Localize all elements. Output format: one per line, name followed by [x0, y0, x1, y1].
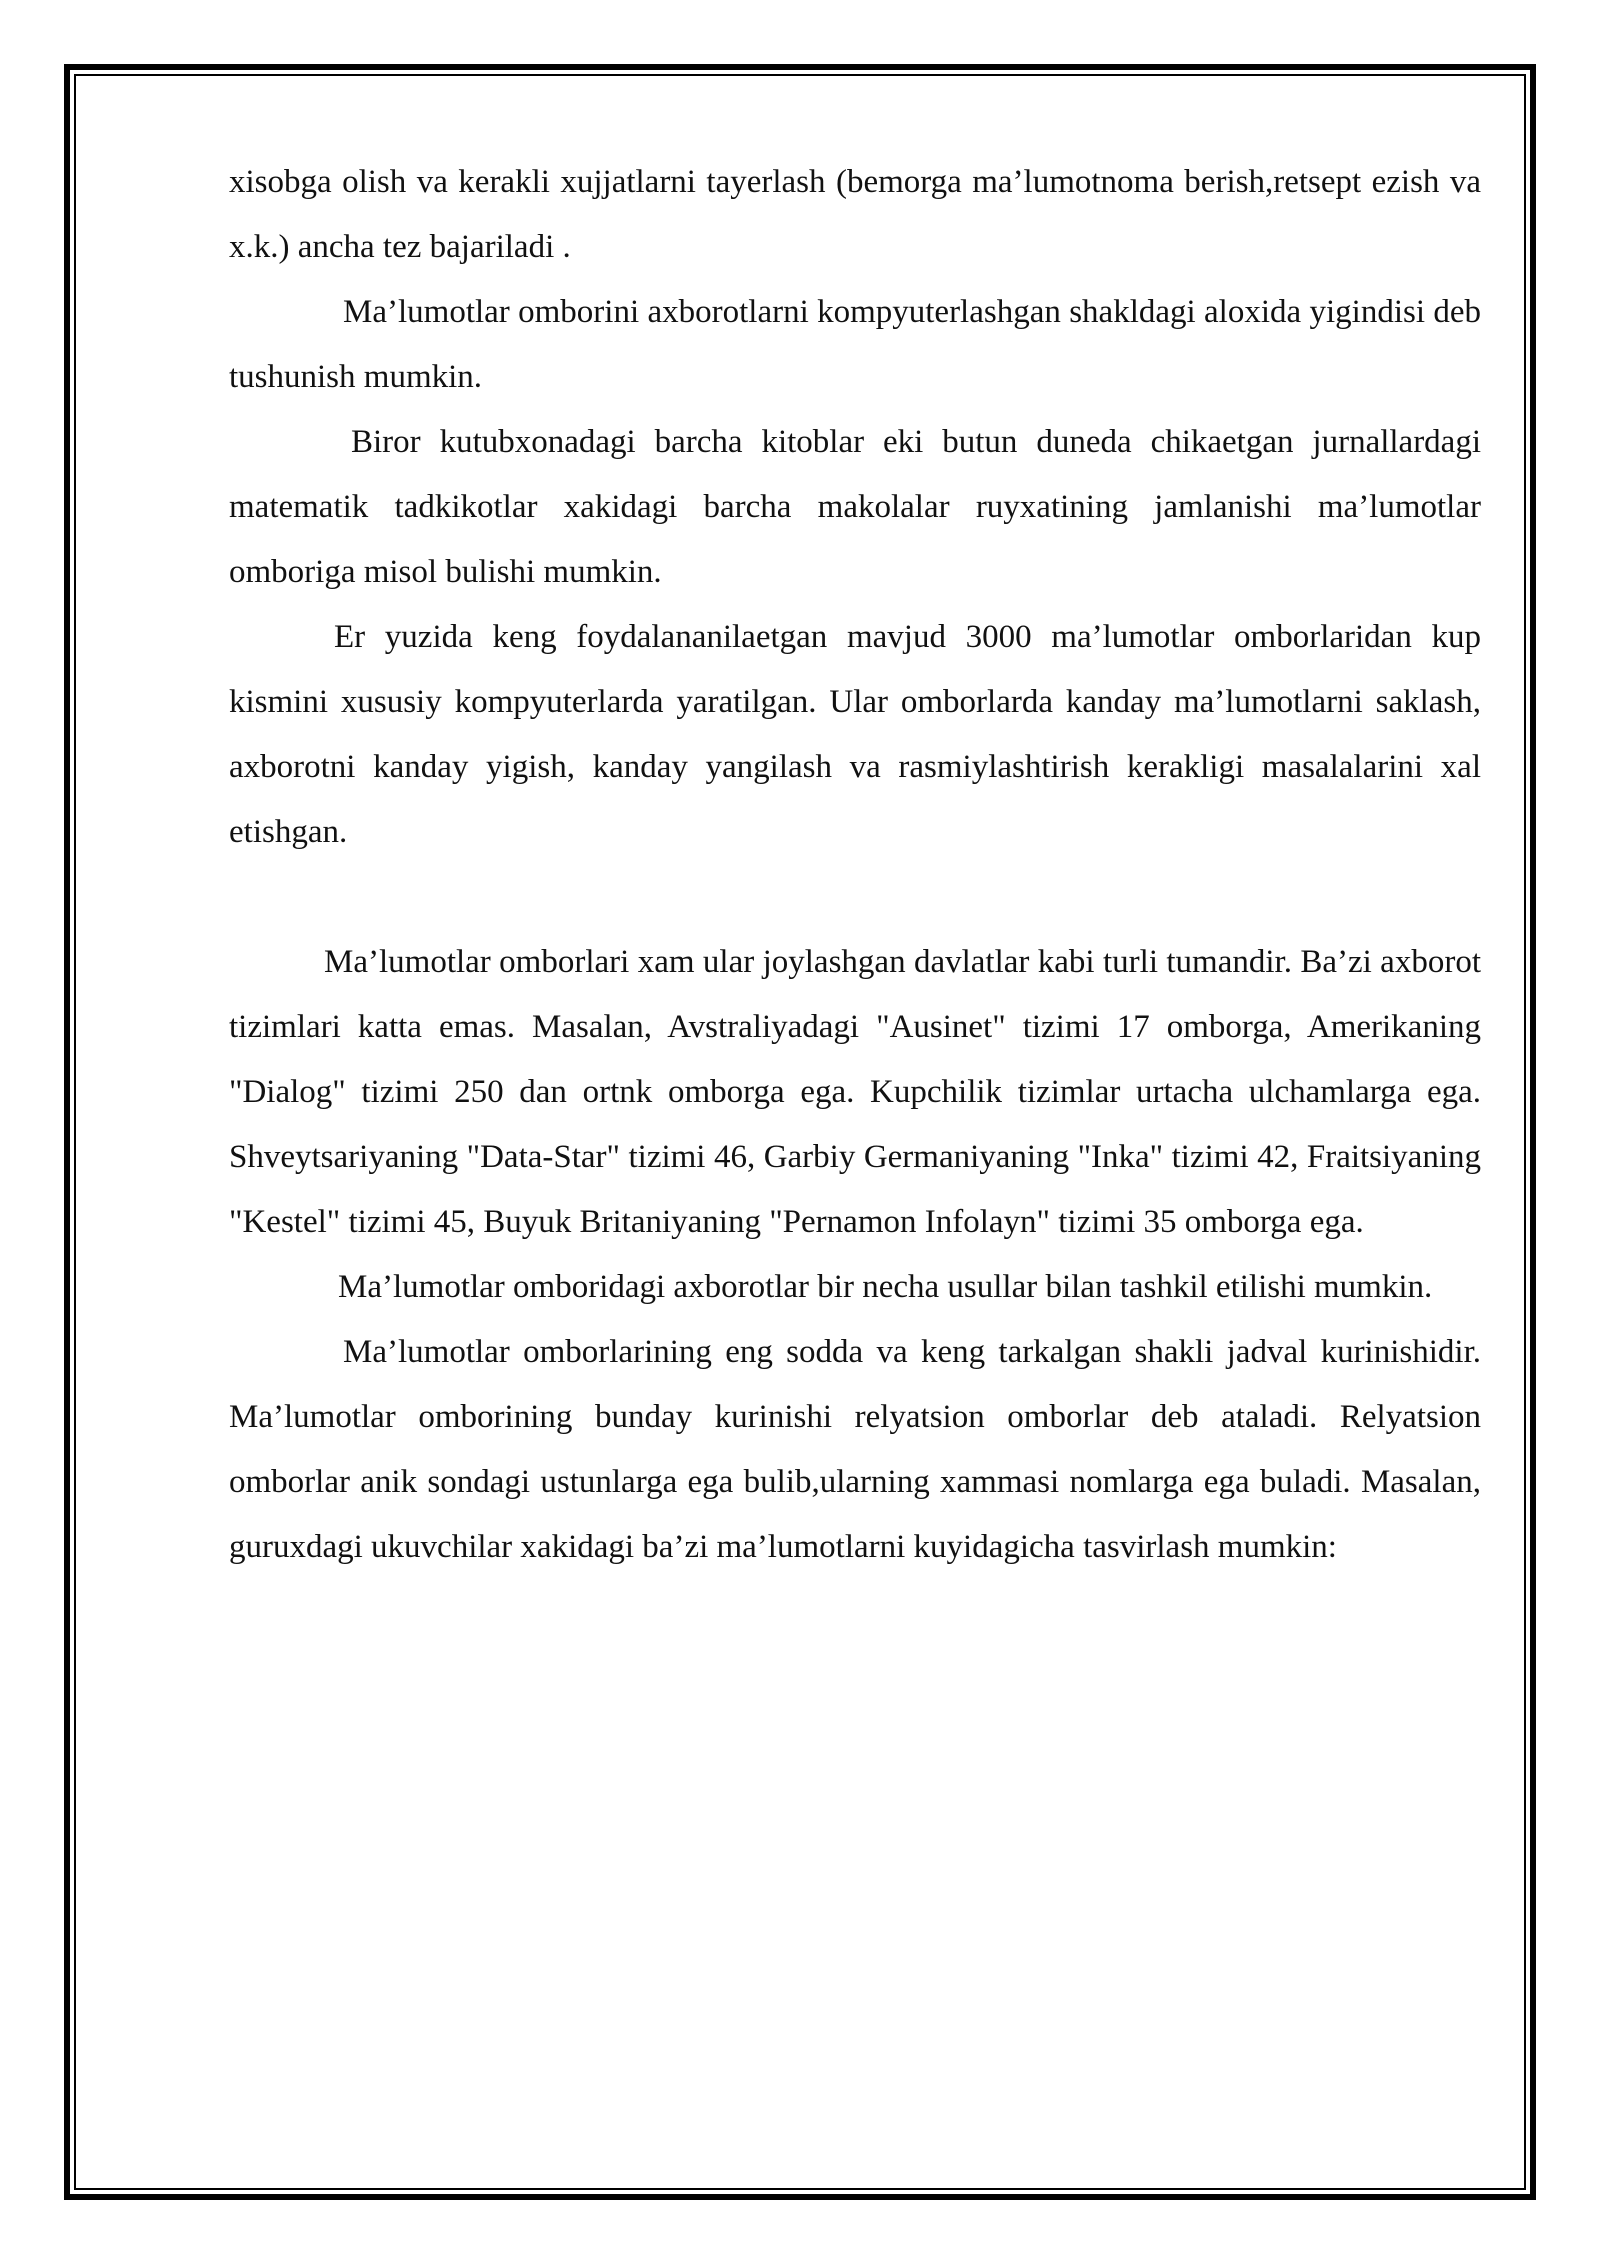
document-body	[229, 150, 1481, 1580]
paragraph: Er yuzida keng foydalananilaetgan mavjud 3000 ma’lumotlar omborlaridan kup kismini xususiy kompyuterlarda yaratilgan. Ular omborlarda kanday ma’lumotlarni saklash, axborotni kanday yigish, kanday yangilash va rasmiylashtirish kerakligi masalalarini xal etishgan.	[229, 619, 1481, 850]
paragraph: Ma’lumotlar omborlari xam ular joylashgan davlatlar kabi turli tumandir. Ba’zi axborot tizimlari katta emas. Masalan, Avstraliyadagi "Ausinet" tizimi 17 omborga, Amerikaning "Dialog" tizimi 250 dan ortnk omborga ega. Kupchilik tizimlar urtacha ulchamlarga ega. Shveytsariyaning "Data-Star" tizimi 46, Garbiy Germaniyaning "Inka" tizimi 42, Fraitsiyaning "Kestel" tizimi 45, Buyuk Britaniyaning "Pernamon Infolayn" tizimi 35 omborga ega.	[229, 944, 1481, 1240]
paragraph: Ma’lumotlar omboridagi axborotlar bir necha usullar bilan tashkil etilishi mumkin.	[338, 1269, 1433, 1305]
paragraph: xisobga olish va kerakli xujjatlarni tayerlash (bemorga ma’lumotnoma berish,retsept ezish va x.k.) ancha tez bajariladi .	[229, 164, 1481, 265]
paragraph: Ma’lumotlar omborini axborotlarni kompyuterlashgan shakldagi aloxida yigindisi deb tushunish mumkin.	[229, 294, 1481, 395]
paragraph: Biror kutubxonadagi barcha kitoblar eki butun duneda chikaetgan jurnallardagi matematik tadkikotlar xakidagi barcha makolalar ruyxatining jamlanishi ma’lumotlar omboriga misol bulishi mumkin.	[229, 424, 1481, 590]
paragraph: Ma’lumotlar omborlarining eng sodda va keng tarkalgan shakli jadval kurinishidir. Ma’lumotlar omborining bunday kurinishi relyatsion omborlar deb ataladi. Relyatsion omborlar anik sondagi ustunlarga ega bulib,ularning xammasi nomlarga ega buladi. Masalan, guruxdagi ukuvchilar xakidagi ba’zi ma’lumotlarni kuyidagicha tasvirlash mumkin:	[229, 1334, 1481, 1565]
